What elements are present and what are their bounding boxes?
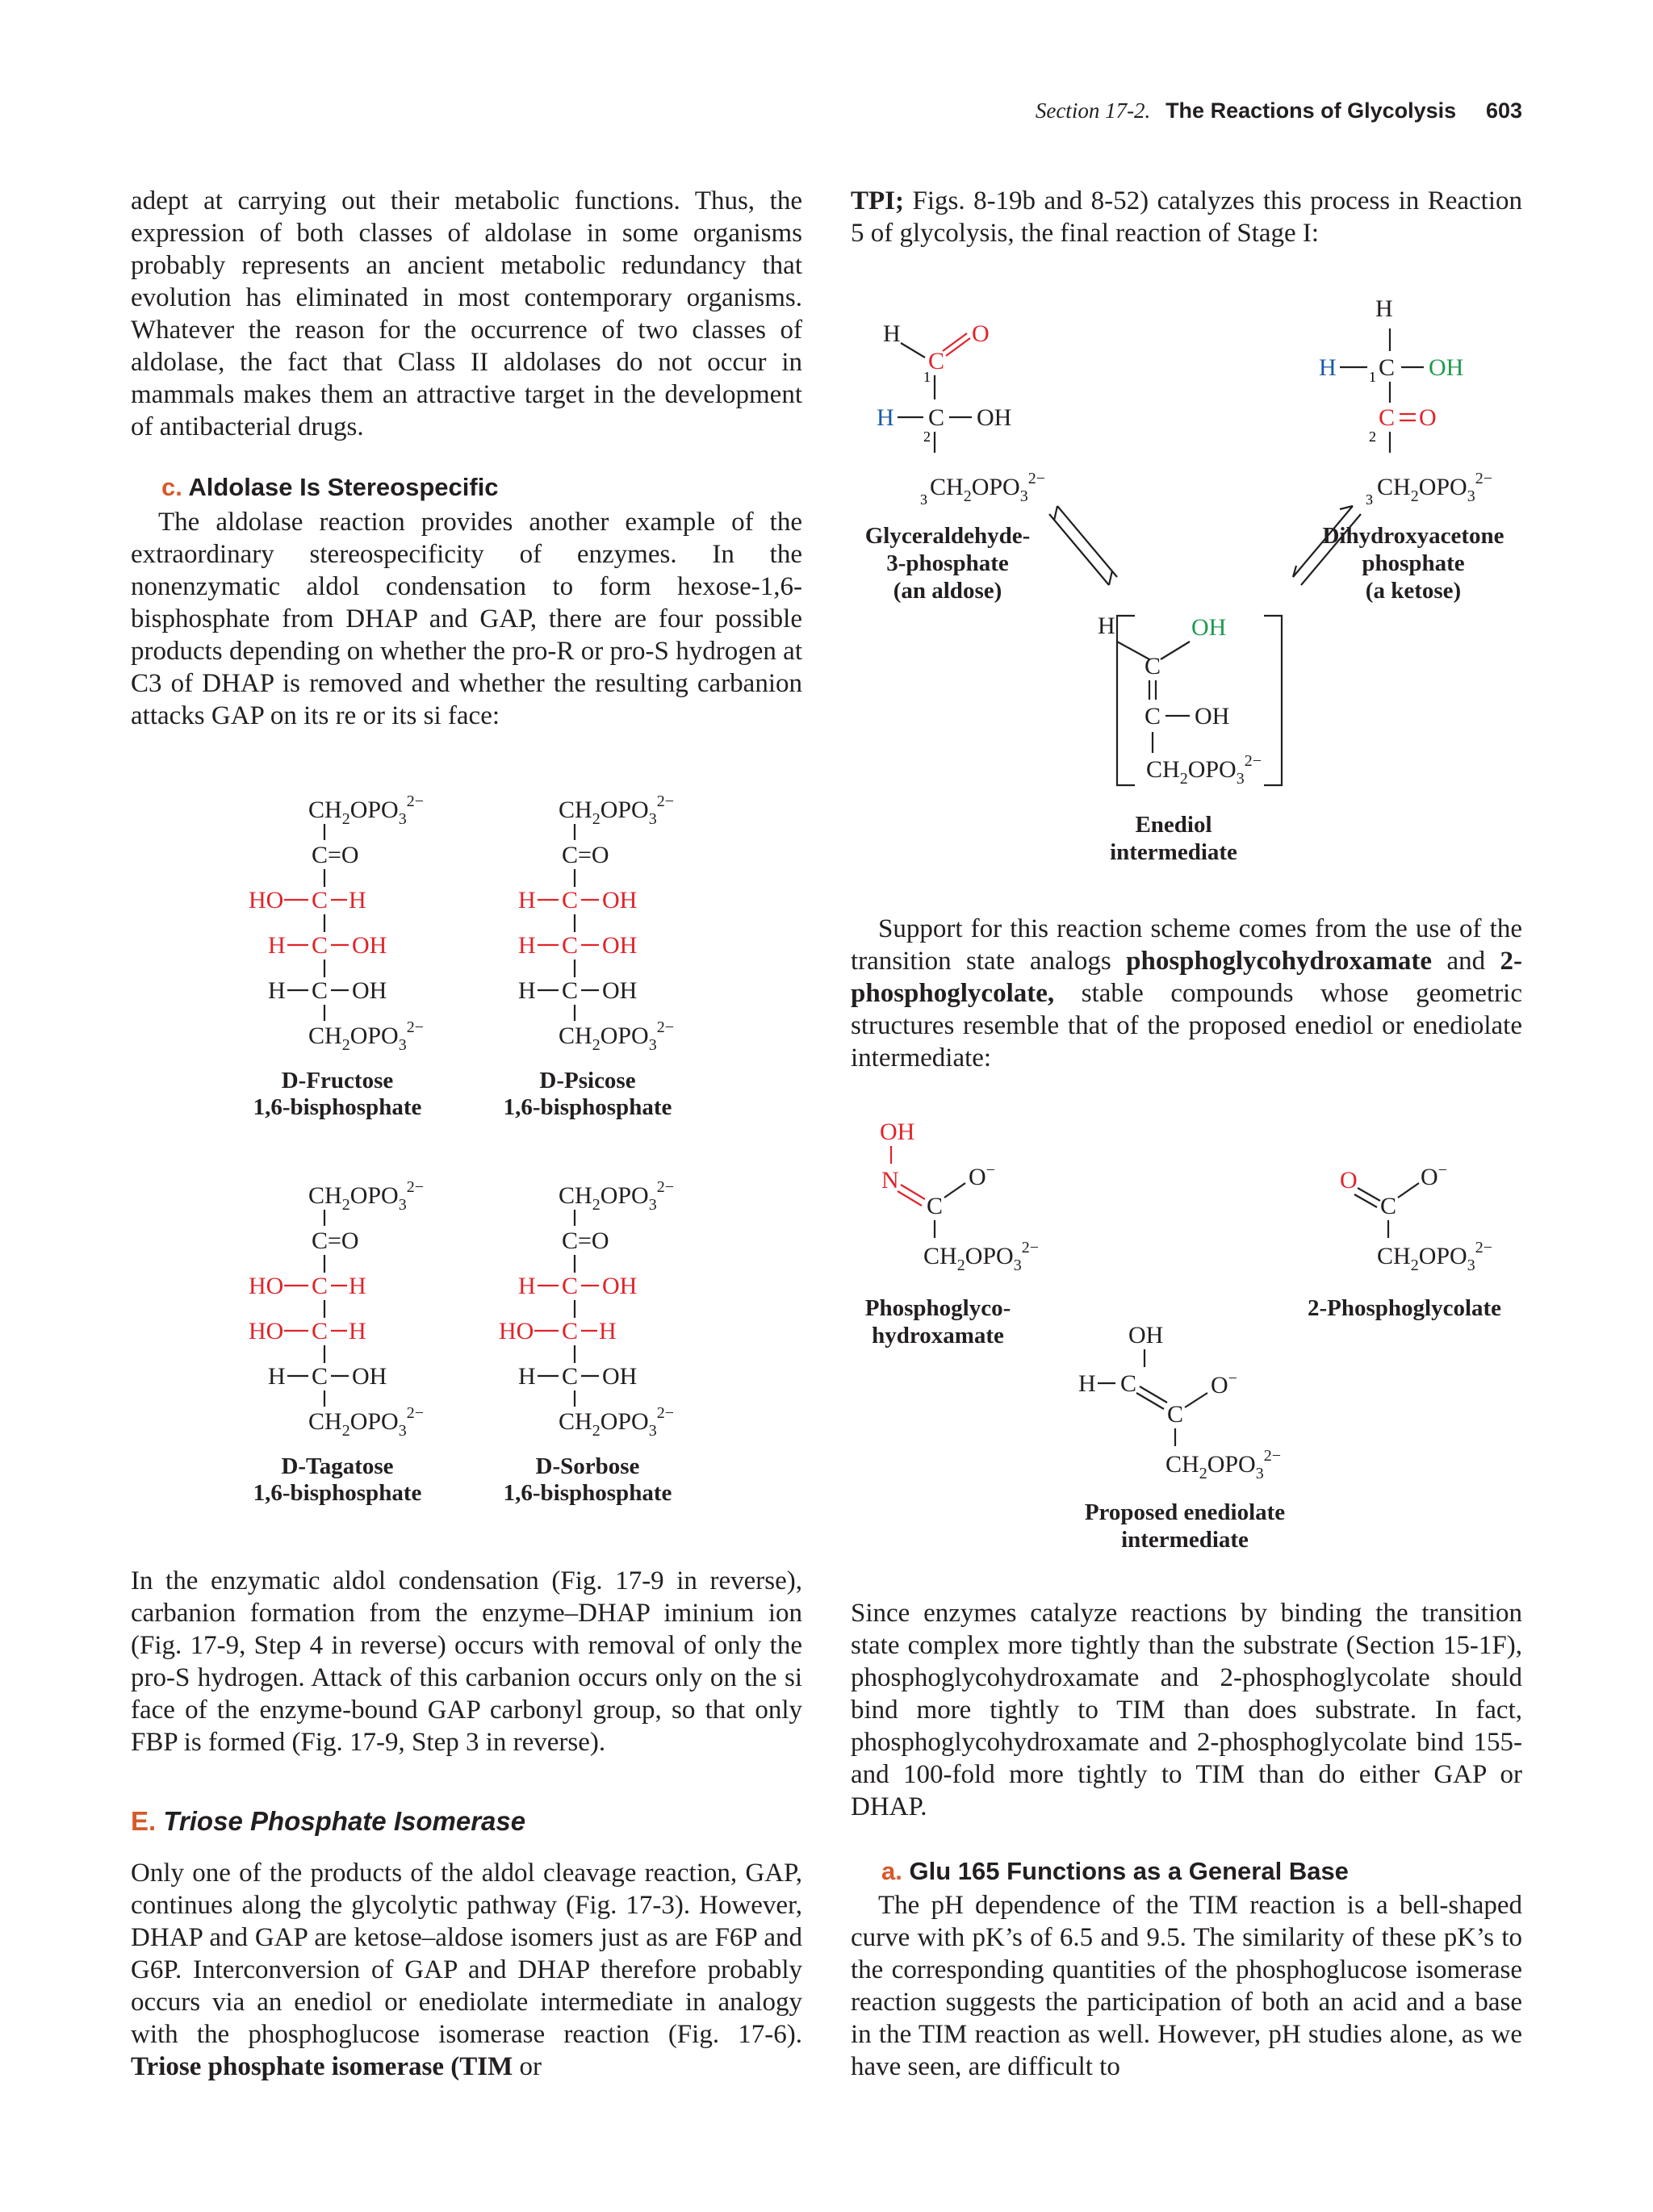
sorbose-structure <box>499 1178 674 1506</box>
svg-text:C: C <box>562 977 579 1004</box>
svg-text:2: 2 <box>923 429 931 445</box>
dhap-structure <box>1319 295 1504 604</box>
svg-text:2: 2 <box>1369 429 1376 445</box>
svg-text:CH2OPO32−: $CH_2OPO_3^{2-}$ <box>308 1178 424 1214</box>
svg-text:HO: HO <box>499 1318 534 1344</box>
svg-text:OH: OH <box>977 404 1012 431</box>
svg-text:C=O: C=O <box>562 1227 609 1254</box>
svg-text:H: H <box>268 932 286 959</box>
right-paragraph-1: TPI; Figs. 8-19b and 8-52) catalyzes this process in Reaction 5 of glycolysis, the final reaction of Stage I: <box>851 186 1523 248</box>
svg-text:H: H <box>268 1363 286 1390</box>
svg-text:H: H <box>1078 1370 1096 1397</box>
left-paragraph-3: In the enzymatic aldol condensation (Fig. 17-9 in reverse), carbanion formation from the enzyme–DHAP iminium ion (Fig. 17-9, Step 4 in reverse) occurs with removal of only the pro-S hydrogen. Attack of this carbanion occurs only on the si face of the enzyme-bound GAP carbonyl group, so that only FBP is formed (Fig. 17-9, Step 3 in reverse). <box>131 1566 802 1757</box>
svg-text:O−: O− <box>1421 1161 1447 1190</box>
svg-text:H: H <box>349 1318 366 1344</box>
svg-text:OH: OH <box>352 977 387 1004</box>
svg-text:CH2OPO32−: $CH_2OPO_3^{2-}$ <box>559 1404 674 1440</box>
svg-text:H: H <box>877 404 894 431</box>
svg-text:O−: O− <box>1211 1369 1237 1399</box>
page-number: 603 <box>1485 98 1522 123</box>
svg-text:OH: OH <box>1195 703 1230 730</box>
svg-text:OH: OH <box>1429 354 1464 381</box>
gap-label-1: Glyceraldehyde- <box>864 523 1031 549</box>
sugar-name: D-Psicose <box>539 1068 636 1093</box>
svg-text:C: C <box>1120 1370 1137 1397</box>
svg-text:C: C <box>927 1193 944 1219</box>
svg-text:CH2OPO32−: $CH_2OPO_3^{2-}$ <box>308 1404 424 1440</box>
dhap-label-3: (a ketose) <box>1365 578 1462 604</box>
gap-label-3: (an aldose) <box>893 578 1002 604</box>
svg-text:C: C <box>312 932 329 959</box>
right-paragraph-4: The pH dependence of the TIM reaction is a bell-shaped curve with pK’s of 6.5 and 9.5. The similarity of these pK’s to the corresponding quantities of the phosphoglucose isomerase reaction suggests the participation of both an acid and a base in the TIM reaction as well. However, pH studies alone, as we have seen, are difficult to <box>851 1891 1522 2081</box>
svg-text:HO: HO <box>249 1318 284 1344</box>
equilibrium-arrow-left <box>1049 506 1117 585</box>
svg-text:H: H <box>518 1363 536 1390</box>
svg-text:OH: OH <box>352 932 387 959</box>
svg-text:H: H <box>883 320 901 347</box>
svg-text:C: C <box>312 887 329 914</box>
right-paragraph-2: Support for this reaction scheme comes from the use of the transition state analogs phosphoglycohydroxamate and 2-phosphoglycolate, stable compounds whose geometric structures resemble that of the proposed enediol or enediolate intermediate: <box>851 914 1523 1073</box>
svg-text:H: H <box>518 887 536 914</box>
svg-text:H: H <box>1375 295 1393 322</box>
svg-text:H: H <box>1319 354 1337 381</box>
phosphoglycohydroxamate-structure <box>865 1119 1039 1349</box>
svg-text:C: C <box>1379 404 1396 431</box>
svg-text:C: C <box>562 932 579 959</box>
svg-text:O: O <box>1340 1167 1358 1194</box>
dhap-label-2: phosphate <box>1362 550 1465 576</box>
svg-text:CH2OPO32−: $CH_2OPO_3^{2-}$ <box>559 1018 674 1054</box>
sugar-name: D-Sorbose <box>535 1453 640 1479</box>
svg-text:C: C <box>562 1273 579 1299</box>
svg-text:C=O: C=O <box>312 1227 359 1254</box>
svg-text:C: C <box>1167 1401 1184 1428</box>
svg-text:CH2OPO32−: $CH_2OPO_3^{2-}$ <box>930 470 1045 505</box>
svg-text:CH2OPO32−: $CH_2OPO_3^{2-}$ <box>559 1178 674 1214</box>
svg-text:O: O <box>972 320 990 347</box>
running-head <box>1036 98 1522 123</box>
sugar-name: D-Tagatose <box>281 1453 394 1479</box>
svg-text:OH: OH <box>352 1363 387 1390</box>
svg-text:CH2OPO32−: $CH_2OPO_3^{2-}$ <box>1165 1447 1281 1482</box>
subsection-heading-c: c. Aldolase Is Stereospecific <box>161 473 499 501</box>
svg-text:C: C <box>312 1318 329 1344</box>
svg-text:OH: OH <box>602 887 638 914</box>
svg-text:H: H <box>349 1273 366 1299</box>
svg-text:CH2OPO32−: $CH_2OPO_3^{2-}$ <box>1377 470 1492 505</box>
svg-text:H: H <box>599 1318 617 1344</box>
svg-text:3: 3 <box>1366 491 1373 508</box>
subsection-heading-a: a. Glu 165 Functions as a General Base <box>881 1857 1349 1885</box>
svg-text:CH2OPO32−: $CH_2OPO_3^{2-}$ <box>308 1018 424 1054</box>
svg-text:H: H <box>518 977 536 1004</box>
svg-text:H: H <box>268 977 286 1004</box>
hexose-bisphosphate-structures <box>234 787 734 1513</box>
svg-text:OH: OH <box>602 1273 638 1299</box>
svg-text:H: H <box>349 887 366 914</box>
section-heading-e: E. Triose Phosphate Isomerase <box>131 1806 526 1836</box>
dhap-label-1: Dihydroxyacetone <box>1322 523 1504 549</box>
svg-text:C: C <box>562 1363 579 1390</box>
svg-text:C=O: C=O <box>312 842 359 868</box>
svg-text:CH2OPO32−: $CH_2OPO_3^{2-}$ <box>1377 1239 1492 1274</box>
svg-text:OH: OH <box>1128 1322 1164 1349</box>
svg-text:O−: O− <box>969 1161 995 1190</box>
svg-text:C=O: C=O <box>562 842 609 868</box>
svg-text:C: C <box>312 1363 329 1390</box>
left-paragraph-4: Only one of the products of the aldol cleavage reaction, GAP, continues along the glycolytic pathway (Fig. 17-3). However, DHAP and GAP are ketose–aldose isomers just as are F6P and G6P. Interconversion of GAP and DHAP therefore probably occurs via an enediol or enediolate intermediate in analogy with the phosphoglucose isomerase reaction (Fig. 17-6). Triose phosphate isomerase (TIM or <box>131 1859 802 2081</box>
svg-text:C: C <box>312 977 329 1004</box>
enediol-label-1: Enediol <box>1135 812 1212 838</box>
enediol-structure <box>1098 613 1282 865</box>
left-paragraph-1: adept at carrying out their metabolic functions. Thus, the expression of both classes of aldolase in some organisms probably represents an ancient metabolic redundancy that evolution has eliminated in most contemporary organisms. Whatever the reason for the occurrence of two classes of aldolase, the fact that Class II aldolases do not occur in mammals makes them an attractive target in the development of antibacterial drugs. <box>131 186 802 441</box>
tagatose-structure <box>249 1178 424 1506</box>
svg-text:OH: OH <box>602 932 638 959</box>
svg-text:OH: OH <box>602 977 638 1004</box>
phg-label-1: Phosphoglyco- <box>864 1295 1011 1321</box>
gap-label-2: 3-phosphate <box>886 550 1009 576</box>
fructose-structure <box>249 792 424 1120</box>
svg-text:C: C <box>1145 653 1161 679</box>
svg-text:OH: OH <box>880 1119 915 1145</box>
section-title: The Reactions of Glycolysis <box>1165 98 1457 123</box>
enediolate-structure <box>1078 1322 1285 1553</box>
svg-text:CH2OPO32−: $CH_2OPO_3^{2-}$ <box>308 792 424 828</box>
pg-label: 2-Phosphoglycolate <box>1307 1295 1502 1321</box>
gap-structure <box>865 320 1045 604</box>
svg-text:OH: OH <box>1191 614 1227 641</box>
sugar-sub: 1,6-bisphosphate <box>253 1094 422 1120</box>
svg-text:CH2OPO32−: $CH_2OPO_3^{2-}$ <box>923 1239 1039 1274</box>
sugar-sub: 1,6-bisphosphate <box>503 1480 672 1506</box>
svg-text:1: 1 <box>923 369 931 385</box>
svg-text:OH: OH <box>602 1363 638 1390</box>
svg-text:C: C <box>562 887 579 914</box>
svg-text:C: C <box>1379 354 1396 381</box>
svg-text:3: 3 <box>920 491 927 508</box>
phg-label-2: hydroxamate <box>872 1323 1004 1349</box>
svg-text:H: H <box>518 932 536 959</box>
svg-text:C: C <box>562 1318 579 1344</box>
left-paragraph-2: The aldolase reaction provides another example of the extraordinary stereospecificity of enzymes. In the nonenzymatic aldol condensation to form hexose-1,6-bisphosphate from DHAP and GAP, there are four possible products depending on whether the pro-R or pro-S hydrogen at C3 of DHAP is removed and whether the resulting carbanion attacks GAP on its re or its si face: <box>131 508 802 730</box>
svg-text:N: N <box>881 1167 899 1194</box>
svg-text:C: C <box>1380 1193 1397 1219</box>
svg-text:H: H <box>1098 613 1115 639</box>
enediolate-label-2: intermediate <box>1121 1527 1249 1553</box>
section-number: Section 17-2. <box>1035 98 1151 123</box>
svg-text:C: C <box>1145 703 1161 730</box>
svg-text:HO: HO <box>249 1273 284 1299</box>
svg-text:HO: HO <box>249 887 284 914</box>
svg-text:O: O <box>1419 404 1437 431</box>
svg-text:C: C <box>928 404 945 431</box>
svg-text:C: C <box>928 348 945 374</box>
transition-state-analogs <box>851 1114 1529 1566</box>
psicose-structure <box>504 792 674 1120</box>
svg-text:CH2OPO32−: $CH_2OPO_3^{2-}$ <box>559 792 674 828</box>
svg-text:CH2OPO32−: $CH_2OPO_3^{2-}$ <box>1146 752 1262 788</box>
svg-text:1: 1 <box>1369 369 1376 385</box>
sugar-sub: 1,6-bisphosphate <box>253 1480 422 1506</box>
tim-reaction-scheme <box>851 286 1529 884</box>
phosphoglycolate-structure <box>1308 1161 1501 1321</box>
sugar-name: D-Fructose <box>281 1068 394 1093</box>
sugar-sub: 1,6-bisphosphate <box>503 1094 672 1120</box>
enediolate-label-1: Proposed enediolate <box>1084 1499 1286 1525</box>
svg-text:H: H <box>518 1273 536 1299</box>
svg-text:C: C <box>312 1273 329 1299</box>
enediol-label-2: intermediate <box>1110 839 1237 865</box>
right-paragraph-3: Since enzymes catalyze reactions by binding the transition state complex more tightly than the substrate (Section 15-1F), phosphoglycohydroxamate and 2-phosphoglycolate should bind more tightly to TIM than does substrate. In fact, phosphoglycohydroxamate and 2-phosphoglycolate bind 155- and 100-fold more tightly to TIM than do either GAP or DHAP. <box>851 1599 1522 1821</box>
